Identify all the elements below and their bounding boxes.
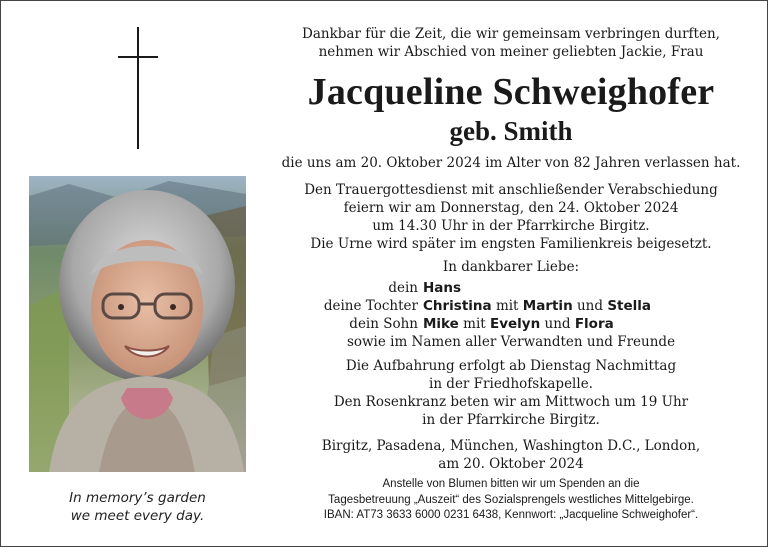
- donation-request: [263, 477, 759, 524]
- service-line: um 14.30 Uhr in der Pfarrkirche Birgitz.: [372, 218, 650, 234]
- intro-line: nehmen wir Abschied von meiner geliebten Jackie, Frau: [318, 44, 704, 60]
- mourner-row: [263, 315, 759, 333]
- mourner-row: [263, 297, 759, 315]
- donation-line: IBAN: AT73 3633 6000 0231 6438, Kennwort: „Jacqueline Schweighofer“.: [323, 509, 699, 521]
- mourner-connector: und: [544, 316, 571, 332]
- maiden-name: geb. Smith: [449, 116, 573, 146]
- death-line: [263, 154, 759, 172]
- viewing-line: in der Pfarrkirche Birgitz.: [422, 412, 600, 428]
- mourner-name: Mike: [423, 316, 459, 332]
- mourners-list: [263, 279, 759, 350]
- mourner-connector: mit: [463, 316, 486, 332]
- place-date: [263, 437, 759, 473]
- mourners-heading-text: In dankbarer Liebe:: [442, 259, 580, 275]
- mourner-relation: dein: [388, 280, 418, 296]
- service-line: Den Trauergottesdienst mit anschließender Verabschiedung: [304, 182, 718, 198]
- donation-line: Anstelle von Blumen bitten wir um Spenden an die: [382, 478, 640, 490]
- donation-line: Tagesbetreuung „Auszeit“ des Sozialsprengels westliches Mittelgebirge.: [328, 493, 694, 506]
- mourner-name: Evelyn: [489, 316, 541, 332]
- date-line: am 20. Oktober 2024: [438, 456, 584, 472]
- service-info: [263, 181, 759, 253]
- cross-icon: [118, 27, 158, 149]
- mourner-row: [263, 279, 759, 297]
- mourner-name: Hans: [423, 280, 462, 296]
- viewing-line: Den Rosenkranz beten wir am Mittwoch um 19 Uhr: [333, 394, 689, 410]
- motto: [29, 489, 246, 525]
- mourner-connector: und: [576, 298, 604, 314]
- motto-line: we meet every day.: [70, 508, 205, 524]
- service-line: Die Urne wird später im engsten Familienkreis beigesetzt.: [310, 236, 712, 252]
- mourners-tail: sowie im Namen aller Verwandten und Freunde: [346, 334, 676, 350]
- mourner-name: Flora: [574, 316, 614, 332]
- mourner-connector: mit: [495, 298, 519, 314]
- intro-line: Dankbar für die Zeit, die wir gemeinsam verbringen durften,: [302, 26, 720, 42]
- mourner-name: Stella: [607, 298, 652, 314]
- deceased-name: Jacqueline Schweighofer: [307, 71, 715, 113]
- motto-line: In memory’s garden: [69, 490, 206, 506]
- portrait-photo: [29, 176, 246, 472]
- mourner-relation: deine Tochter: [323, 298, 418, 314]
- viewing-line: Die Aufbahrung erfolgt ab Dienstag Nachmittag: [345, 358, 677, 374]
- mourner-relation: dein Sohn: [349, 316, 418, 332]
- intro-text: [263, 25, 759, 61]
- mourners-heading: [263, 258, 759, 276]
- service-line: feiern wir am Donnerstag, den 24. Oktober 2024: [343, 200, 679, 216]
- death-text: die uns am 20. Oktober 2024 im Alter von 82 Jahren verlassen hat.: [281, 155, 741, 171]
- place-line: Birgitz, Pasadena, München, Washington D.C., London,: [321, 438, 701, 454]
- mourner-name: Martin: [522, 298, 573, 314]
- viewing-line: in der Friedhofskapelle.: [429, 376, 593, 392]
- viewing-info: [263, 357, 759, 429]
- mourner-name: Christina: [423, 298, 492, 314]
